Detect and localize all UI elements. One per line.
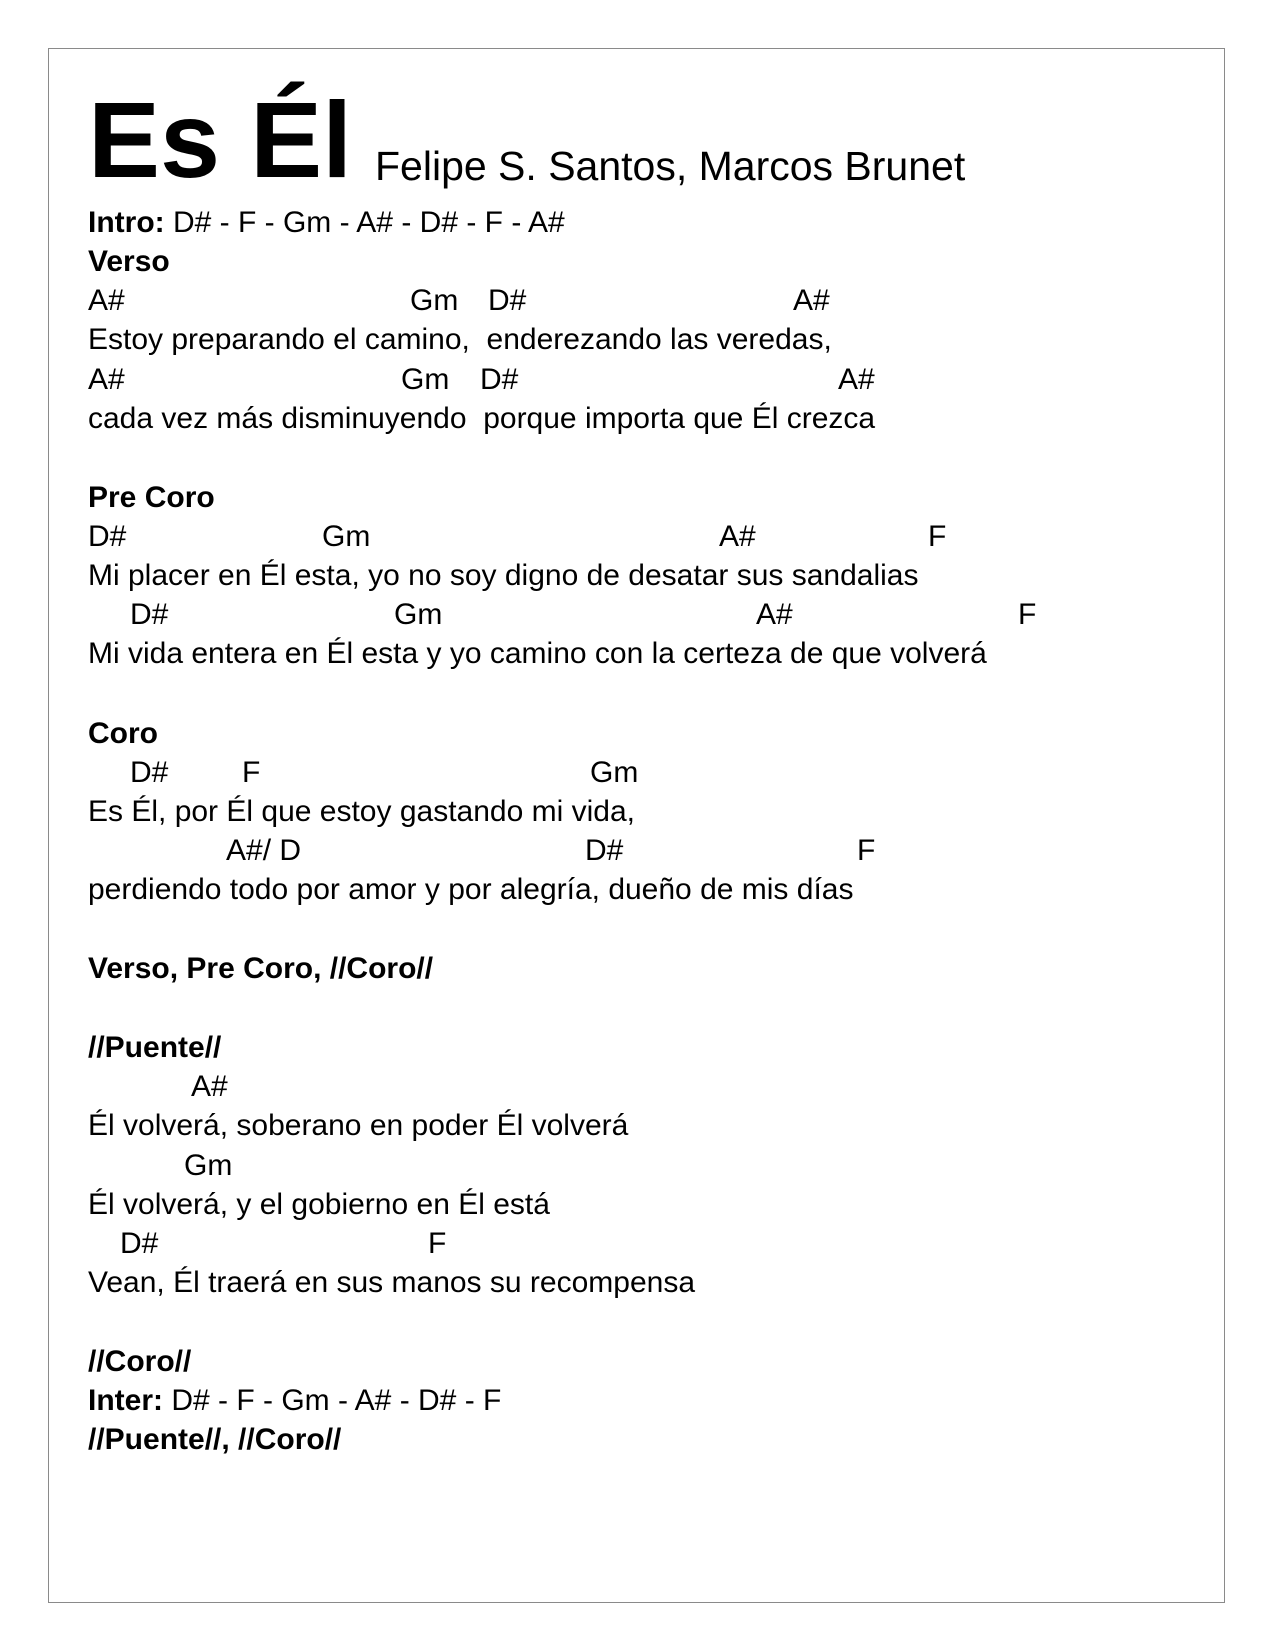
lyric-line: Mi placer en Él esta, yo no soy digno de desatar sus sandalias xyxy=(88,559,919,592)
lyric-line: Mi vida entera en Él esta y yo camino con la certeza de que volverá xyxy=(88,637,987,670)
chord: F xyxy=(428,1227,447,1260)
chord: D# xyxy=(130,598,169,631)
song-title: Es Él xyxy=(88,79,353,200)
inter-chords: D# - F - Gm - A# - D# - F xyxy=(163,1384,502,1417)
chord: Gm xyxy=(322,520,371,553)
chord: A# xyxy=(719,520,756,553)
intro-chords: D# - F - Gm - A# - D# - F - A# xyxy=(164,206,565,239)
chord: D# xyxy=(480,363,519,396)
section-heading-puente: //Puente// xyxy=(88,1031,222,1064)
chord: A# xyxy=(191,1070,228,1103)
section-heading-verso: Verso xyxy=(88,245,170,278)
chord: A# xyxy=(88,284,125,317)
section-heading-pre-coro: Pre Coro xyxy=(88,481,215,514)
chord: F xyxy=(1018,598,1037,631)
intro-label: Intro: xyxy=(88,206,165,239)
chord: F xyxy=(857,834,876,867)
chord: Gm xyxy=(394,598,443,631)
chord: A# xyxy=(88,363,125,396)
chord: D# xyxy=(488,284,527,317)
inter-label: Inter: xyxy=(88,1384,163,1417)
chord: D# xyxy=(88,520,127,553)
lyric-line: cada vez más disminuyendo porque importa que Él crezca xyxy=(88,402,876,435)
chord: A#/ D xyxy=(226,834,302,867)
song-authors: Felipe S. Santos, Marcos Brunet xyxy=(375,143,966,189)
sequence-instruction: Verso, Pre Coro, //Coro// xyxy=(88,952,434,985)
lyric-line: Él volverá, soberano en poder Él volverá xyxy=(88,1109,629,1142)
final-sequence: //Puente//, //Coro// xyxy=(88,1423,342,1456)
section-heading-coro: Coro xyxy=(88,717,158,750)
chord: A# xyxy=(838,363,875,396)
intro-line xyxy=(88,208,565,238)
lyric-line: Es Él, por Él que estoy gastando mi vida, xyxy=(88,795,635,828)
chord: D# xyxy=(120,1227,159,1260)
inter-line xyxy=(88,1386,501,1416)
chord: A# xyxy=(756,598,793,631)
coro-repeat: //Coro// xyxy=(88,1345,192,1378)
chord: D# xyxy=(130,756,169,789)
chord: Gm xyxy=(184,1149,233,1182)
chord: Gm xyxy=(410,284,459,317)
chord: Gm xyxy=(401,363,450,396)
lyric-line: perdiendo todo por amor y por alegría, dueño de mis días xyxy=(88,873,854,906)
chord: D# xyxy=(585,834,624,867)
lyric-line: Vean, Él traerá en sus manos su recompensa xyxy=(88,1266,696,1299)
chord: Gm xyxy=(590,756,639,789)
lyric-line: Estoy preparando el camino, enderezando las veredas, xyxy=(88,323,832,356)
chord: F xyxy=(928,520,947,553)
lyric-line: Él volverá, y el gobierno en Él está xyxy=(88,1188,550,1221)
chord: A# xyxy=(793,284,830,317)
chord: F xyxy=(242,756,261,789)
